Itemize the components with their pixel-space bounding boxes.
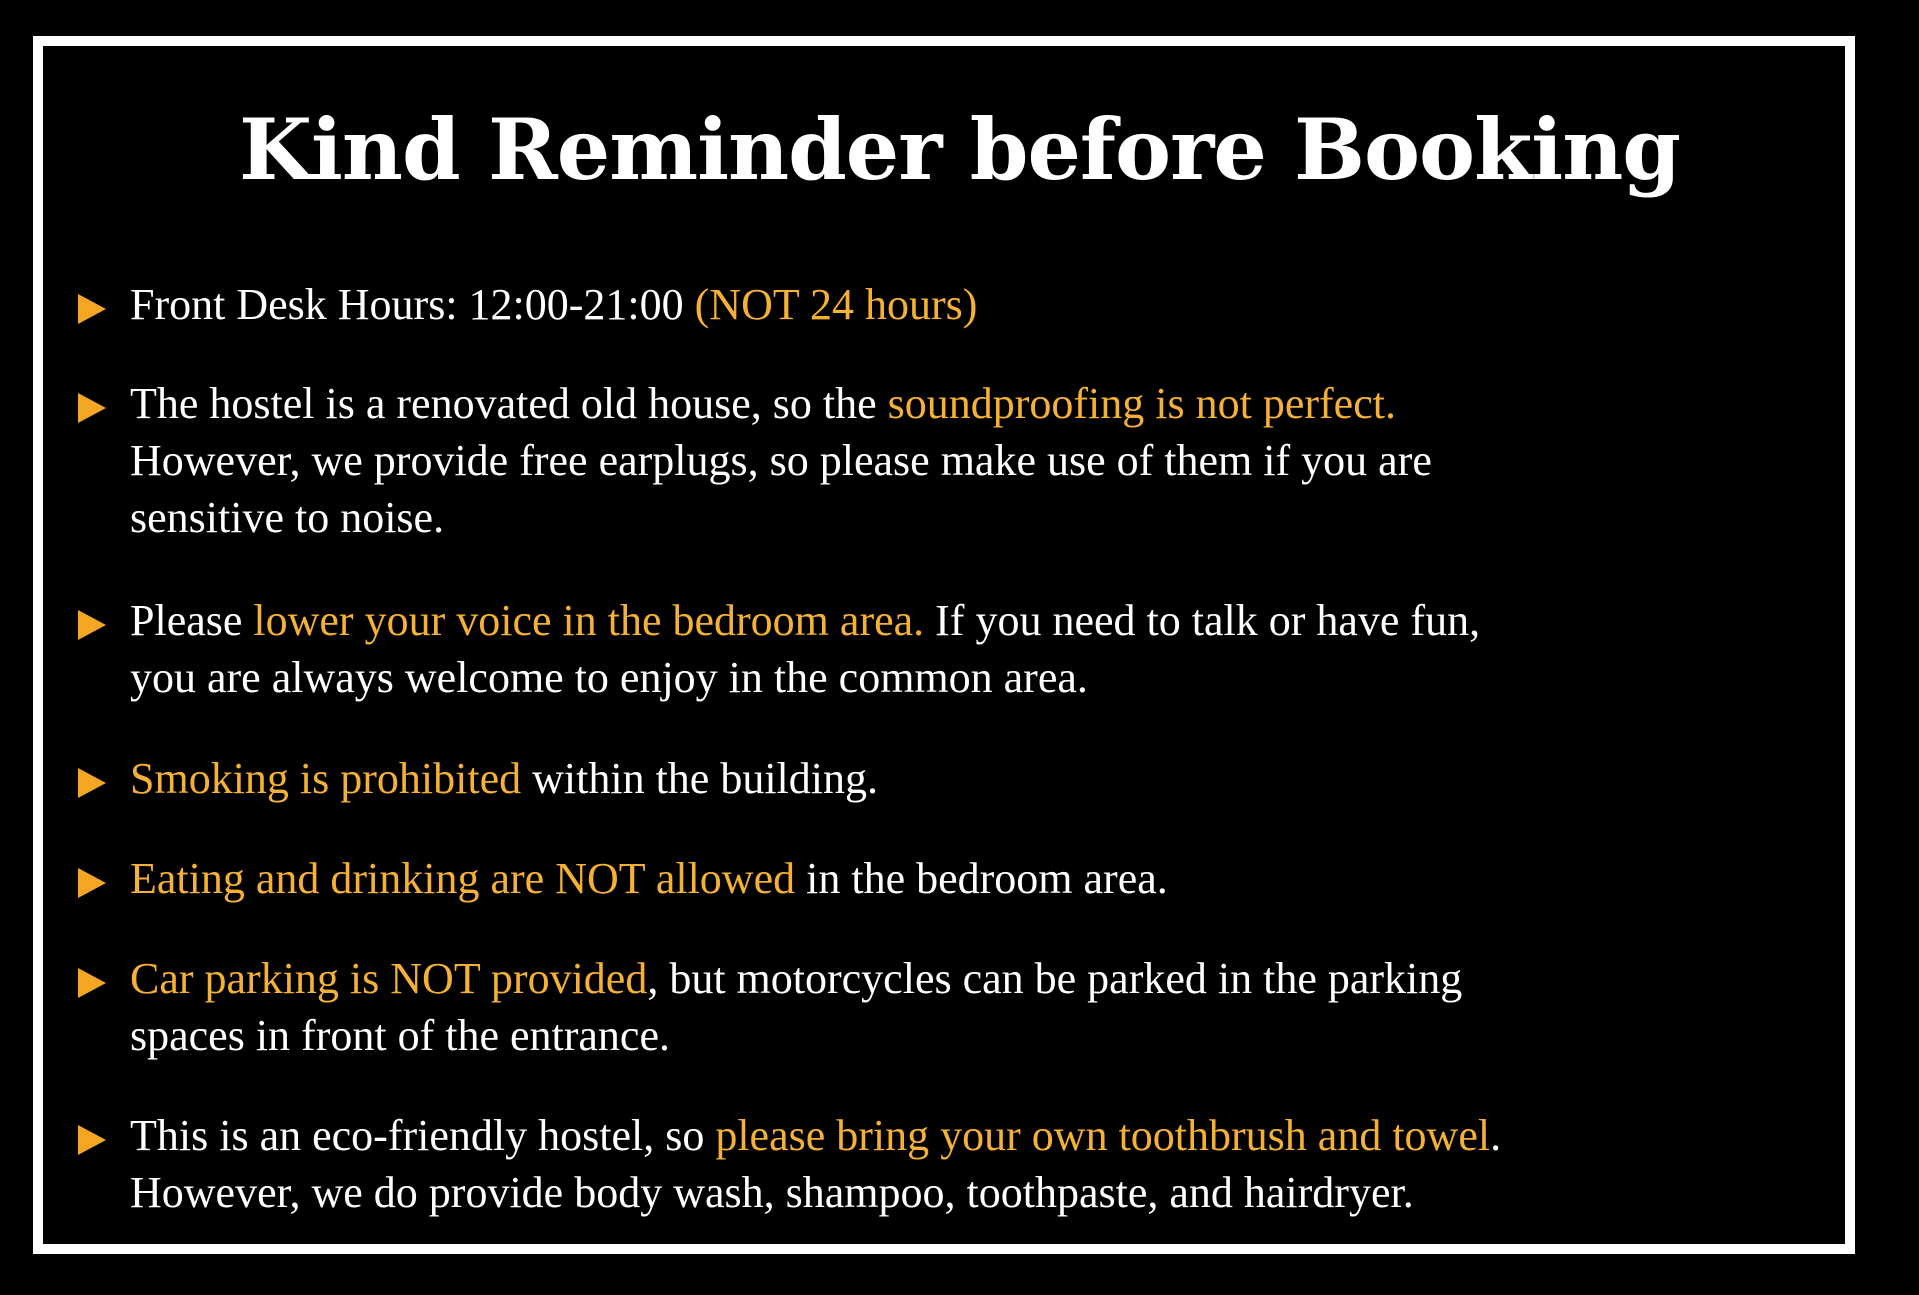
reminder-text: . — [1490, 1111, 1502, 1160]
reminder-text: Please — [130, 596, 254, 645]
reminder-text: you are always welcome to enjoy in the common area. — [130, 653, 1088, 702]
reminder-line — [130, 276, 1850, 333]
reminder-text: This is an eco-friendly hostel, so — [130, 1111, 716, 1160]
reminder-text: sensitive to noise. — [130, 493, 445, 542]
highlighted-text: (NOT 24 hours) — [694, 280, 978, 329]
reminder-line — [130, 950, 1850, 1007]
reminder-line — [130, 1107, 1850, 1164]
reminder-line — [130, 750, 1850, 807]
triangle-right-icon — [78, 768, 106, 798]
reminder-line — [130, 489, 1850, 546]
triangle-right-icon — [78, 393, 106, 423]
highlighted-text: lower your voice in the bedroom area. — [253, 596, 925, 645]
reminder-item — [130, 750, 1850, 807]
reminder-line — [130, 1007, 1850, 1064]
reminder-text: The hostel is a renovated old house, so the — [130, 379, 888, 428]
highlighted-text: please bring your own toothbrush and towel — [715, 1111, 1491, 1160]
highlighted-text: Smoking is prohibited — [130, 754, 522, 803]
highlighted-text: soundproofing is not perfect. — [887, 379, 1396, 428]
reminder-item — [130, 276, 1850, 333]
reminder-text: spaces in front of the entrance. — [130, 1011, 670, 1060]
highlighted-text: Eating and drinking are NOT allowed — [130, 854, 796, 903]
reminder-item — [130, 850, 1850, 907]
reminder-line — [130, 432, 1850, 489]
reminder-line — [130, 649, 1850, 706]
triangle-right-icon — [78, 294, 106, 324]
reminder-item — [130, 950, 1850, 1064]
reminder-item — [130, 1107, 1850, 1221]
reminder-text: within the building. — [521, 754, 879, 803]
reminder-line — [130, 375, 1850, 432]
triangle-right-icon — [78, 610, 106, 640]
reminder-item — [130, 592, 1850, 706]
reminder-line — [130, 1164, 1850, 1221]
highlighted-text: Car parking is NOT provided — [130, 954, 648, 1003]
page-title: Kind Reminder before Booking — [238, 100, 1680, 199]
reminder-text: Front Desk Hours: 12:00-21:00 — [130, 280, 695, 329]
triangle-right-icon — [78, 868, 106, 898]
reminder-text: However, we do provide body wash, shampoo, toothpaste, and hairdryer. — [130, 1168, 1414, 1217]
reminder-text: If you need to talk or have fun, — [924, 596, 1481, 645]
reminder-text: in the bedroom area. — [795, 854, 1168, 903]
reminder-item — [130, 375, 1850, 546]
reminder-text: , but motorcycles can be parked in the parking — [647, 954, 1463, 1003]
triangle-right-icon — [78, 968, 106, 998]
reminder-line — [130, 592, 1850, 649]
reminder-line — [130, 850, 1850, 907]
reminder-text: However, we provide free earplugs, so please make use of them if you are — [130, 436, 1432, 485]
triangle-right-icon — [78, 1125, 106, 1155]
